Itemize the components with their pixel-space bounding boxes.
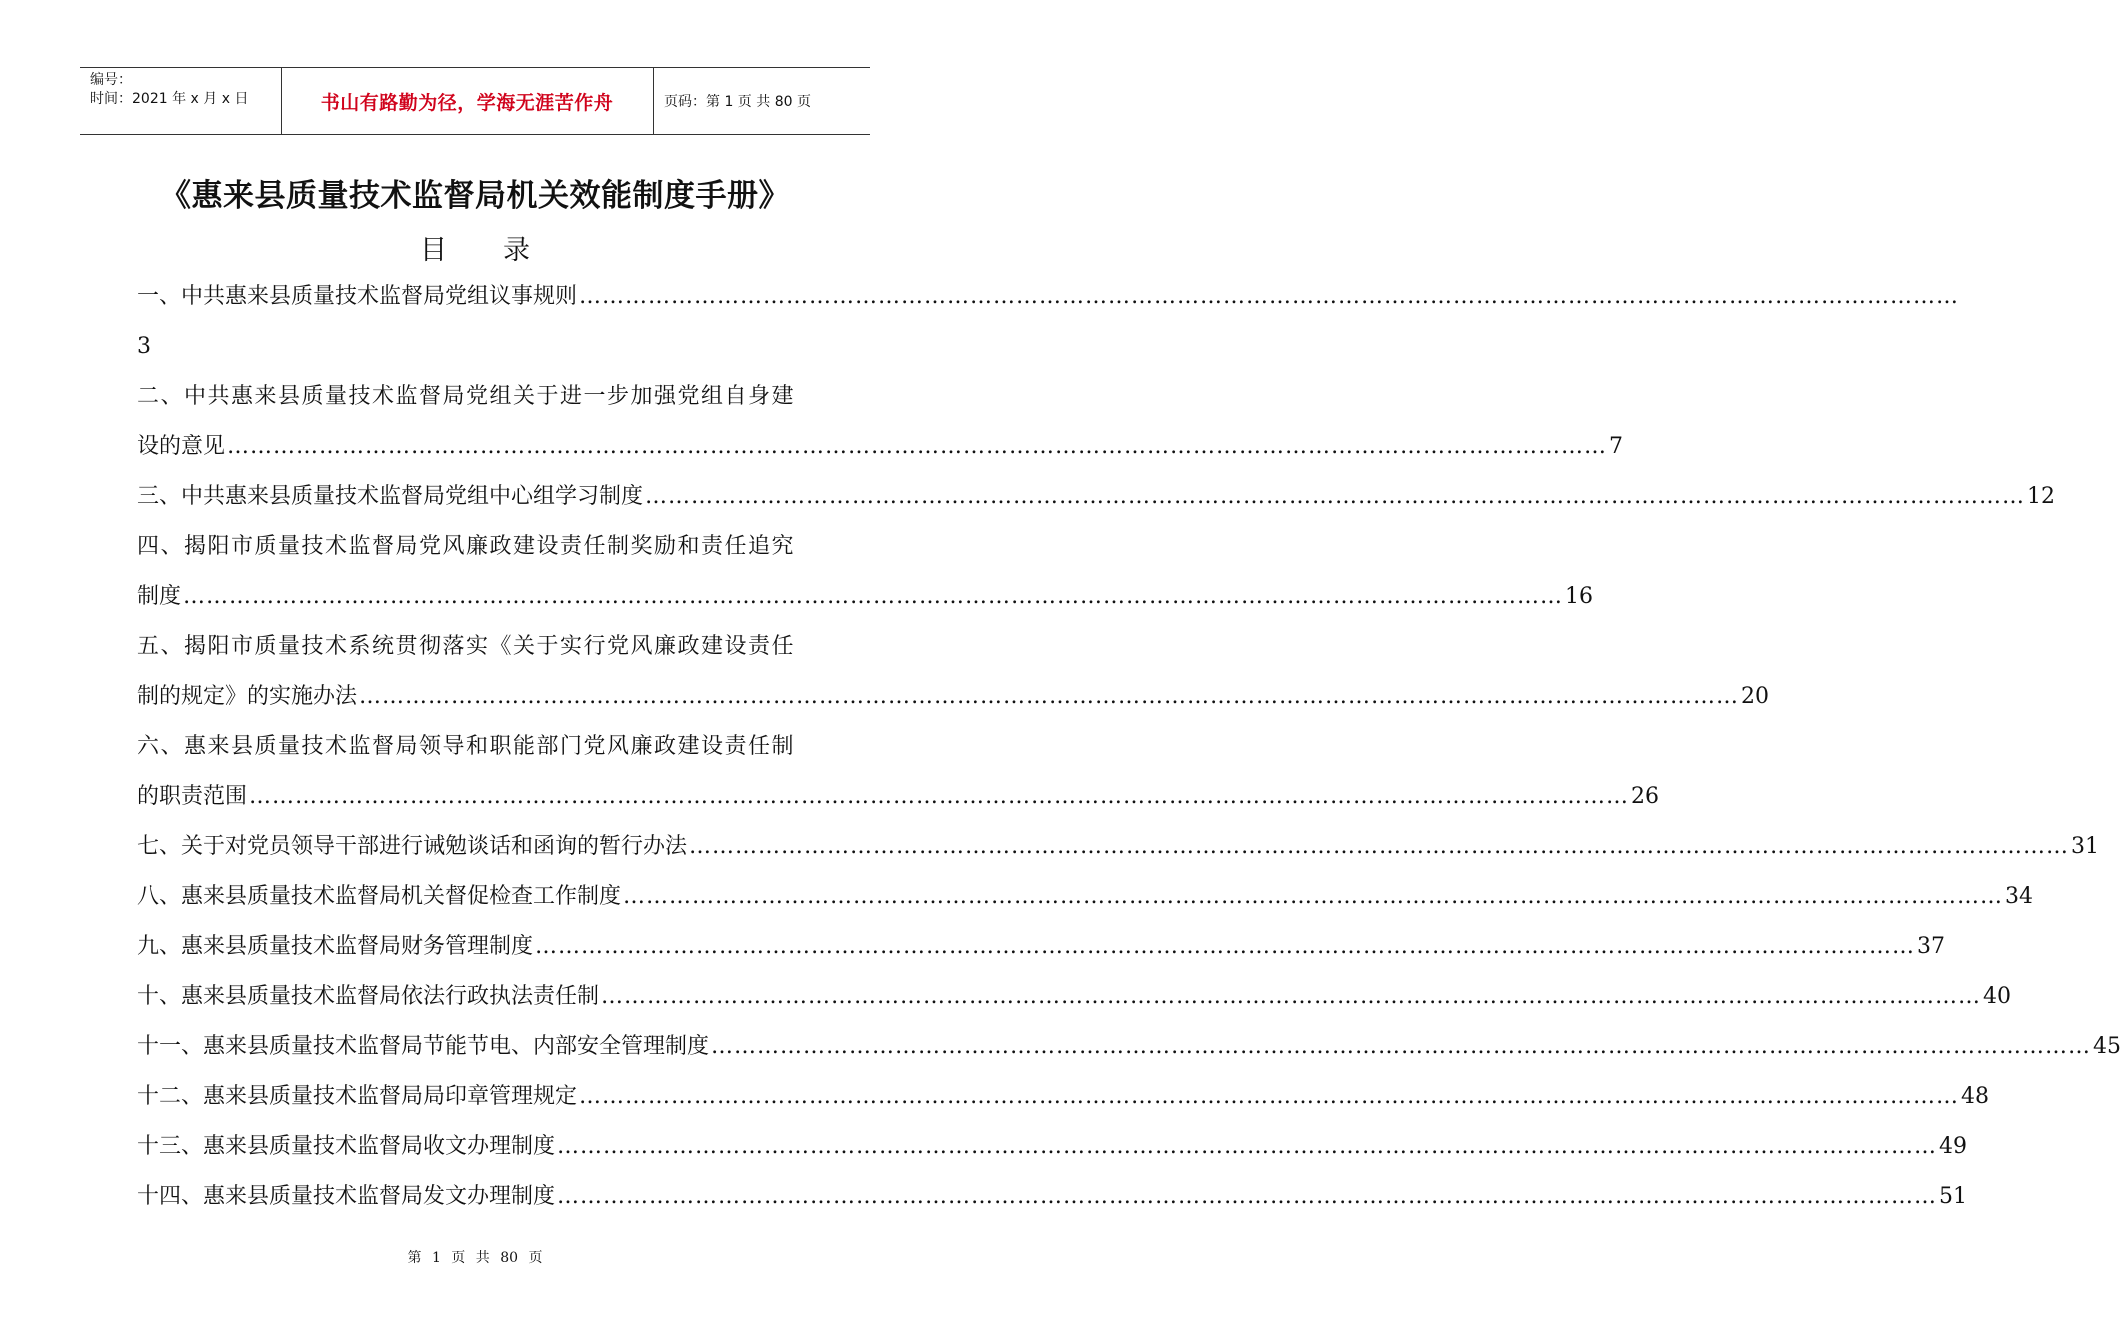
toc-entry-text: 十、惠来县质量技术监督局依法行政执法责任制 bbox=[137, 984, 600, 1009]
toc-heading: 目录 bbox=[420, 235, 586, 266]
toc-entry-text: 制的规定》的实施办法 bbox=[137, 684, 358, 709]
toc-page-number: 16 bbox=[1565, 584, 1594, 609]
toc-page-number: 20 bbox=[1741, 684, 1770, 709]
toc-page-number: 12 bbox=[2027, 484, 2056, 509]
toc-line bbox=[137, 1122, 1968, 1172]
toc-line bbox=[137, 372, 815, 422]
toc-leader-dots: ……………………………………………………………………………………………………………………………………………………………… bbox=[557, 1184, 1938, 1209]
toc-entry-text: 五、揭阳市质量技术系统贯彻落实《关于实行党风廉政建设责任 bbox=[137, 634, 796, 659]
toc-entry[interactable] bbox=[137, 372, 1624, 472]
toc-line bbox=[137, 922, 1946, 972]
toc-entry-text: 六、惠来县质量技术监督局领导和职能部门党风廉政建设责任制 bbox=[137, 734, 796, 759]
toc-entry[interactable] bbox=[137, 722, 1660, 822]
toc-page-number: 34 bbox=[2005, 884, 2034, 909]
toc-line bbox=[137, 722, 815, 772]
toc-leader-dots: ……………………………………………………………………………………………………………………………………………………………… bbox=[579, 1084, 1960, 1109]
toc-line bbox=[137, 1022, 2121, 1072]
header-meta bbox=[90, 71, 280, 109]
header-motto: 书山有路勤为径，学海无涯苦作舟 bbox=[320, 91, 614, 114]
toc-entry-text: 制度 bbox=[137, 584, 182, 609]
toc-leader-dots: ……………………………………………………………………………………………………………………………………………………………… bbox=[249, 784, 1630, 809]
time-label: 时间：2021 年 x 月 x 日 bbox=[90, 91, 249, 107]
toc-page-number: 49 bbox=[1939, 1134, 1968, 1159]
toc-entry[interactable] bbox=[137, 1072, 1990, 1122]
header-page-info: 页码：第 1 页 共 80 页 bbox=[664, 94, 811, 110]
toc-entry-text: 3 bbox=[137, 334, 151, 359]
toc-line bbox=[137, 1072, 1990, 1122]
toc-entry-text: 二、中共惠来县质量技术监督局党组关于进一步加强党组自身建 bbox=[137, 384, 796, 409]
toc-entry-text: 七、关于对党员领导干部进行诫勉谈话和函询的暂行办法 bbox=[137, 834, 688, 859]
page-footer: 第 1 页 共 80 页 bbox=[407, 1250, 543, 1266]
toc-leader-dots: ……………………………………………………………………………………………………………………………………………………………… bbox=[557, 1134, 1938, 1159]
toc-page-number: 26 bbox=[1631, 784, 1660, 809]
toc-entry-text: 八、惠来县质量技术监督局机关督促检查工作制度 bbox=[137, 884, 622, 909]
toc-line bbox=[137, 872, 2034, 922]
toc-entry-text: 十三、惠来县质量技术监督局收文办理制度 bbox=[137, 1134, 556, 1159]
toc-leader-dots: ……………………………………………………………………………………………………………………………………………………………… bbox=[535, 934, 1916, 959]
toc-leader-dots: ……………………………………………………………………………………………………………………………………………………………… bbox=[689, 834, 2070, 859]
toc-line bbox=[137, 472, 2056, 522]
toc-entry[interactable] bbox=[137, 972, 2012, 1022]
toc-leader-dots: ……………………………………………………………………………………………………………………………………………………………… bbox=[645, 484, 2026, 509]
toc-line bbox=[137, 672, 1770, 722]
toc-line bbox=[137, 822, 2100, 872]
toc-leader-dots: ……………………………………………………………………………………………………………………………………………………………… bbox=[623, 884, 2004, 909]
toc-leader-dots: ……………………………………………………………………………………………………………………………………………………………… bbox=[579, 284, 1960, 309]
toc-entry[interactable] bbox=[137, 472, 2056, 522]
toc-entry[interactable] bbox=[137, 1172, 1968, 1222]
toc-page-number: 45 bbox=[2093, 1034, 2121, 1059]
toc-line bbox=[137, 322, 815, 372]
toc-line bbox=[137, 272, 1960, 322]
toc-line bbox=[137, 972, 2012, 1022]
toc-page-number: 40 bbox=[1983, 984, 2012, 1009]
toc-entry[interactable] bbox=[137, 872, 2034, 922]
toc-entry[interactable] bbox=[137, 522, 1594, 622]
toc-entry-text: 设的意见 bbox=[137, 434, 226, 459]
toc-entry-text: 九、惠来县质量技术监督局财务管理制度 bbox=[137, 934, 534, 959]
toc-entry-text: 三、中共惠来县质量技术监督局党组中心组学习制度 bbox=[137, 484, 644, 509]
toc-entry[interactable] bbox=[137, 922, 1946, 972]
toc-entry[interactable] bbox=[137, 622, 1770, 722]
document-header bbox=[80, 67, 870, 135]
toc-entry-text: 十二、惠来县质量技术监督局局印章管理规定 bbox=[137, 1084, 578, 1109]
toc-line bbox=[137, 572, 1594, 622]
toc-line bbox=[137, 1172, 1968, 1222]
toc-leader-dots: ……………………………………………………………………………………………………………………………………………………………… bbox=[711, 1034, 2092, 1059]
toc-page-number: 7 bbox=[1609, 434, 1624, 459]
header-divider bbox=[653, 67, 654, 135]
toc-line bbox=[137, 622, 815, 672]
toc-page-number: 51 bbox=[1939, 1184, 1968, 1209]
document-title: 《惠来县质量技术监督局机关效能制度手册》 bbox=[160, 178, 790, 214]
number-label: 编号： bbox=[90, 72, 132, 88]
toc-line bbox=[137, 422, 1624, 472]
toc-entry-text: 十一、惠来县质量技术监督局节能节电、内部安全管理制度 bbox=[137, 1034, 710, 1059]
toc-leader-dots: ……………………………………………………………………………………………………………………………………………………………… bbox=[183, 584, 1564, 609]
toc-entry[interactable] bbox=[137, 822, 2100, 872]
toc-leader-dots: ……………………………………………………………………………………………………………………………………………………………… bbox=[601, 984, 1982, 1009]
table-of-contents bbox=[137, 272, 2121, 1222]
toc-entry-text: 四、揭阳市质量技术监督局党风廉政建设责任制奖励和责任追究 bbox=[137, 534, 796, 559]
toc-line bbox=[137, 772, 1660, 822]
toc-entry-text: 十四、惠来县质量技术监督局发文办理制度 bbox=[137, 1184, 556, 1209]
toc-line bbox=[137, 522, 815, 572]
toc-leader-dots: ……………………………………………………………………………………………………………………………………………………………… bbox=[359, 684, 1740, 709]
toc-page-number: 31 bbox=[2071, 834, 2100, 859]
toc-leader-dots: ……………………………………………………………………………………………………………………………………………………………… bbox=[227, 434, 1608, 459]
toc-page-number: 37 bbox=[1917, 934, 1946, 959]
toc-entry-text: 一、中共惠来县质量技术监督局党组议事规则 bbox=[137, 284, 578, 309]
toc-page-number: 48 bbox=[1961, 1084, 1990, 1109]
toc-entry[interactable] bbox=[137, 1022, 2121, 1072]
toc-entry[interactable] bbox=[137, 1122, 1968, 1172]
toc-entry[interactable] bbox=[137, 272, 1960, 372]
toc-entry-text: 的职责范围 bbox=[137, 784, 248, 809]
